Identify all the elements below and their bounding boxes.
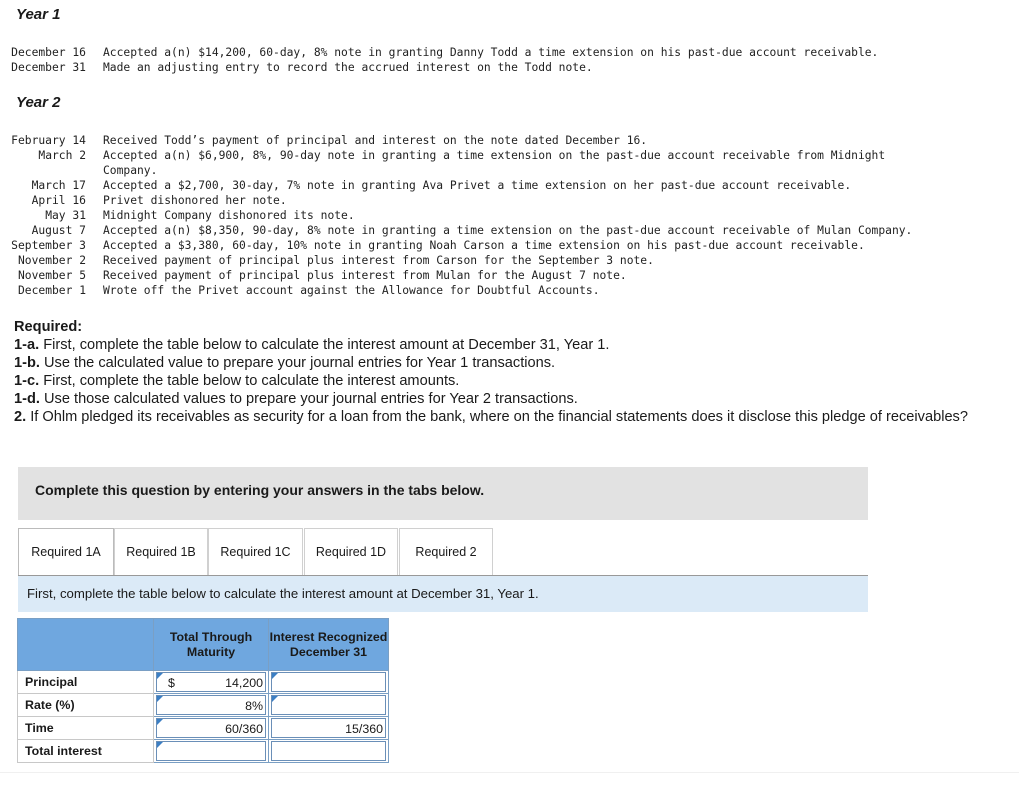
input-value: 8% — [245, 699, 263, 713]
required-item — [14, 336, 974, 354]
time-recognized-cell — [269, 717, 389, 740]
header-total-through-maturity: Total Through Maturity — [154, 619, 269, 671]
required-item-text: Use the calculated value to prepare your journal entries for Year 1 transactions. — [39, 355, 556, 371]
transaction-date: December 16 — [11, 46, 86, 59]
row-label — [18, 671, 154, 694]
transaction-date: March 17 — [31, 179, 86, 192]
transaction-date: November 5 — [17, 269, 86, 282]
transaction-text: Accepted a $3,380, 60-day, 10% note in granting Noah Carson a time extension on his past-due account receivable. — [103, 239, 865, 252]
transaction-text: Accepted a(n) $14,200, 60-day, 8% note in granting Danny Todd a time extension on his past-due account receivable. — [103, 46, 879, 59]
input-value: 15/360 — [345, 722, 383, 736]
input-marker-icon — [272, 696, 278, 702]
row-label — [18, 694, 154, 717]
tab-required-1d[interactable]: Required 1D — [304, 528, 398, 575]
transaction-text: Received Todd’s payment of principal and interest on the note dated December 16. — [103, 134, 648, 147]
required-item-label: 1-d. — [14, 391, 40, 407]
input-value: 60/360 — [225, 722, 263, 736]
principal-recognized-input[interactable] — [271, 672, 386, 692]
required-item — [14, 390, 974, 408]
total-interest-recognized-cell — [269, 740, 389, 763]
row-label-text: Principal — [25, 675, 78, 689]
year-1-heading: Year 1 — [16, 6, 61, 23]
rate-recognized-cell — [269, 694, 389, 717]
principal-recognized-cell — [269, 671, 389, 694]
table-row — [18, 717, 389, 740]
required-item — [14, 408, 974, 426]
table-row — [18, 694, 389, 717]
rate-total-cell — [154, 694, 269, 717]
tab-required-1b[interactable]: Required 1B — [114, 528, 208, 575]
required-item-label: 1-b. — [14, 355, 40, 371]
transaction-date: December 1 — [17, 284, 86, 297]
transaction-text: Made an adjusting entry to record the accrued interest on the Todd note. — [103, 61, 593, 74]
transaction-text: Received payment of principal plus interest from Mulan for the August 7 note. — [103, 269, 627, 282]
header-blank — [18, 619, 154, 671]
rate-recognized-input[interactable] — [271, 695, 386, 715]
time-recognized-input[interactable] — [271, 718, 386, 738]
instruction-text: First, complete the table below to calculate the interest amount at December 31, Year 1. — [27, 586, 539, 601]
required-section — [14, 318, 974, 426]
header-interest-recognized: Interest Recognized December 31 — [269, 619, 389, 671]
instructions-banner — [18, 467, 868, 520]
transaction-date: February 14 — [11, 134, 86, 147]
transaction-date: November 2 — [17, 254, 86, 267]
dollar-sign: $ — [168, 676, 175, 690]
interest-calculation-table — [17, 618, 389, 763]
input-marker-icon — [157, 742, 163, 748]
table-header-row — [18, 619, 389, 671]
transaction-date: August 7 — [31, 224, 86, 237]
input-marker-icon — [157, 719, 163, 725]
required-item — [14, 354, 974, 372]
transaction-text: Accepted a $2,700, 30-day, 7% note in granting Ava Privet a time extension on her past-due account receivable. — [103, 179, 852, 192]
transaction-date: April 16 — [31, 194, 86, 207]
row-label — [18, 717, 154, 740]
transaction-date: May 31 — [45, 209, 86, 222]
transaction-text: Accepted a(n) $6,900, 8%, 90-day note in granting a time extension on the past-due account receivable from Midnight Company. — [103, 149, 886, 177]
tab-required-2[interactable]: Required 2 — [399, 528, 493, 575]
time-total-cell — [154, 717, 269, 740]
transaction-text: Privet dishonored her note. — [103, 194, 287, 207]
required-item — [14, 372, 974, 390]
required-item-label: 1-c. — [14, 373, 40, 389]
transaction-date: March 2 — [38, 149, 86, 162]
table-row — [18, 740, 389, 763]
principal-total-cell — [154, 671, 269, 694]
row-label-text: Time — [25, 721, 54, 735]
total-interest-total-cell — [154, 740, 269, 763]
transaction-text: Received payment of principal plus interest from Carson for the September 3 note. — [103, 254, 654, 267]
input-marker-icon — [272, 673, 278, 679]
page-divider — [0, 772, 1019, 773]
row-label — [18, 740, 154, 763]
required-item-label: 1-a. — [14, 337, 40, 353]
required-item-label: 2. — [14, 409, 27, 425]
tab-required-1a[interactable]: Required 1A — [18, 528, 114, 576]
required-item-text: Use those calculated values to prepare your journal entries for Year 2 transactions. — [39, 391, 578, 407]
principal-total-input[interactable] — [156, 672, 266, 692]
required-item-text: First, complete the table below to calculate the interest amounts. — [39, 373, 460, 389]
total-interest-recognized-input[interactable] — [271, 741, 386, 761]
input-value: 14,200 — [225, 676, 263, 690]
required-heading: Required: — [14, 319, 83, 335]
year-2-heading: Year 2 — [16, 94, 61, 111]
transaction-text: Accepted a(n) $8,350, 90-day, 8% note in granting a time extension on the past-due account receivable of Mulan Company. — [103, 224, 913, 237]
required-item-text: First, complete the table below to calculate the interest amount at December 31, Year 1. — [39, 337, 610, 353]
transaction-date: December 31 — [11, 61, 86, 74]
transaction-date: September 3 — [11, 239, 86, 252]
total-interest-total-input[interactable] — [156, 741, 266, 761]
input-marker-icon — [157, 673, 163, 679]
rate-total-input[interactable] — [156, 695, 266, 715]
input-marker-icon — [157, 696, 163, 702]
table-row — [18, 671, 389, 694]
row-label-text: Total interest — [25, 744, 102, 758]
transaction-text: Wrote off the Privet account against the Allowance for Doubtful Accounts. — [103, 284, 600, 297]
banner-text: Complete this question by entering your answers in the tabs below. — [35, 482, 485, 498]
tab-required-1c[interactable]: Required 1C — [208, 528, 303, 575]
row-label-text: Rate (%) — [25, 698, 75, 712]
required-item-text: If Ohlm pledged its receivables as security for a loan from the bank, where on the financial statements does it disclose this pledge of receivables? — [26, 409, 968, 425]
time-total-input[interactable] — [156, 718, 266, 738]
tab-instruction — [18, 576, 868, 612]
transaction-text: Midnight Company dishonored its note. — [103, 209, 355, 222]
